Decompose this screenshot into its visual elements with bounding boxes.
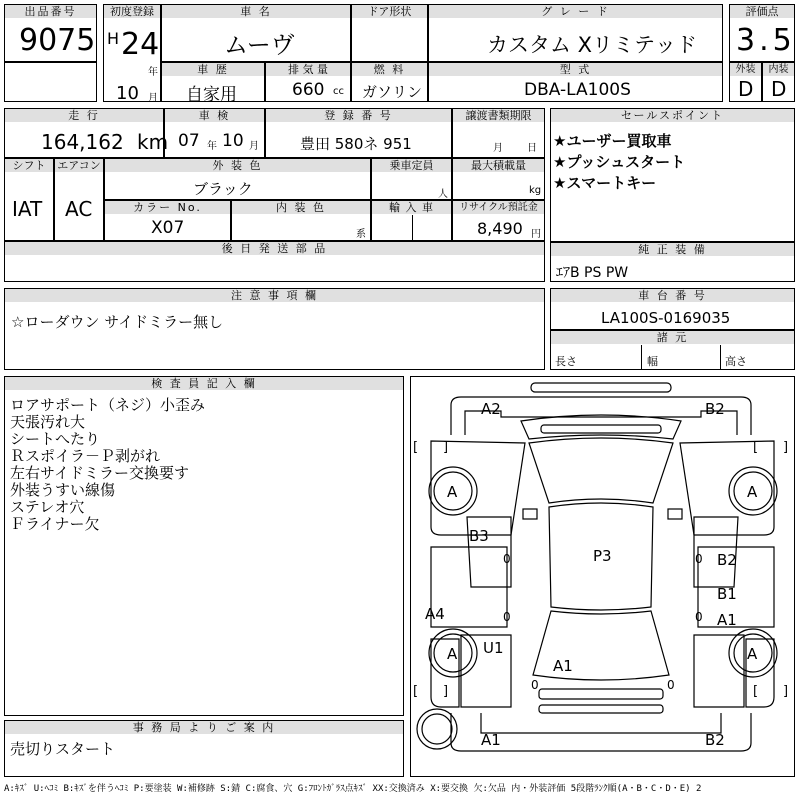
damage-mark: B2: [717, 551, 737, 569]
interior-color-label: 内 装 色: [232, 201, 370, 214]
sales-point-item: ★プッシュスタート: [553, 153, 686, 171]
exterior-color-value: ブラック: [193, 180, 253, 198]
month-unit: 月: [148, 93, 158, 104]
year-unit: 年: [148, 67, 158, 78]
inspector-note: ロアサポート（ネジ）小歪み: [10, 396, 206, 414]
car-name-label: 車 名: [162, 5, 350, 18]
transfer-day-unit: 日: [527, 143, 537, 154]
damage-mark: U1: [483, 639, 504, 657]
equipment-value: ｴｱB PS PW: [556, 265, 629, 281]
length-label: 長さ: [555, 355, 577, 368]
grade-label: グ レ ー ド: [429, 5, 722, 18]
lot-number: 9075: [19, 23, 96, 58]
score-value: 3.5: [736, 23, 796, 58]
score-box: [729, 4, 795, 62]
registration-number: 豊田 580ネ 951: [300, 135, 412, 153]
interior-grade-value: D: [771, 77, 787, 101]
damage-mark: B1: [717, 585, 737, 603]
registration-number-label: 登 録 番 号: [266, 109, 451, 122]
model-box: [428, 62, 723, 102]
dimensions-divider: [641, 345, 642, 370]
history-value: 自家用: [186, 85, 237, 105]
car-diagram: [411, 377, 794, 776]
diagram-zero: 0: [503, 552, 511, 566]
aircon-value: AC: [65, 197, 93, 221]
color-number-value: X07: [151, 218, 185, 238]
recycle-value: 8,490: [477, 219, 523, 238]
inspection-year-unit: 年: [207, 141, 217, 152]
inspector-note: シートへたり: [10, 430, 101, 448]
inspection-month-unit: 月: [249, 141, 259, 152]
damage-mark: A: [747, 645, 758, 663]
grade-box: [428, 4, 723, 62]
transfer-deadline-label: 譲渡書類期限: [453, 109, 544, 122]
inspector-note: Ｆライナー欠: [10, 515, 100, 533]
mileage-value: 164,162: [41, 130, 124, 154]
equipment-label: 純 正 装 備: [551, 243, 794, 256]
mileage-label: 走 行: [5, 109, 163, 122]
lot-box: [4, 4, 97, 62]
exterior-grade-box: [729, 62, 762, 102]
import-divider: [412, 215, 413, 241]
chassis-label: 車 台 番 号: [551, 289, 794, 302]
shift-box: [4, 158, 54, 241]
damage-mark: B3: [469, 527, 489, 545]
fuel-label: 燃 料: [352, 63, 427, 76]
door-label: ドア形状: [352, 5, 427, 18]
damage-mark: P3: [593, 547, 612, 565]
damage-mark: A1: [717, 611, 737, 629]
dimensions-box: [550, 330, 795, 370]
registration-number-box: [265, 108, 452, 158]
color-number-label: カラー No.: [105, 201, 230, 214]
import-box: [371, 200, 452, 241]
damage-mark: A1: [553, 657, 573, 675]
inspection-box: [164, 108, 265, 158]
interior-color-box: [231, 200, 371, 241]
recycle-label: リサイクル預託金: [453, 201, 544, 214]
later-parts-label: 後 日 発 送 部 品: [5, 242, 544, 255]
inspection-year: 07: [178, 131, 200, 151]
diagram-bracket: [: [753, 684, 759, 699]
era: H: [107, 29, 120, 48]
history-box: [161, 62, 265, 105]
damage-mark: A2: [481, 400, 501, 418]
damage-mark: A4: [425, 605, 445, 623]
door-box: [351, 4, 428, 62]
diagram-bracket: [: [413, 440, 419, 455]
chassis-number: LA100S-0169035: [601, 309, 731, 327]
history-label: 車 歴: [162, 63, 264, 76]
office-label: 事 務 局 よ り ご 案 内: [5, 721, 403, 734]
height-label: 高さ: [725, 355, 747, 368]
damage-mark: B2: [705, 400, 725, 418]
color-number-box: [104, 200, 231, 241]
shift-label: シフト: [5, 159, 53, 172]
diagram-bracket: [: [413, 684, 419, 699]
office-value: 売切りスタート: [10, 740, 116, 758]
diagram-bracket: ]: [443, 440, 449, 455]
aircon-label: エアコン: [55, 159, 103, 172]
score-label: 評価点: [730, 5, 794, 18]
inspector-note: 外装うすい線傷: [10, 481, 116, 499]
exterior-color-label: 外 装 色: [105, 159, 370, 172]
transfer-month-unit: 月: [493, 143, 503, 154]
mileage-unit: km: [137, 130, 169, 154]
interior-grade-box: [762, 62, 795, 102]
exterior-grade-value: D: [738, 77, 754, 101]
damage-mark: A1: [481, 731, 501, 749]
sales-point-item: ★ユーザー買取車: [553, 132, 672, 150]
diagram-zero: 0: [503, 610, 511, 624]
displacement-unit: cc: [333, 86, 344, 97]
interior-grade-label: 内装: [763, 63, 794, 76]
inspector-note: ステレオ穴: [10, 498, 85, 516]
damage-diagram-box: [410, 376, 795, 777]
capacity-label: 乗車定員: [372, 159, 451, 172]
transfer-deadline-box: [452, 108, 545, 158]
damage-mark: A: [447, 645, 458, 663]
lot-label: 出品番号: [5, 5, 96, 18]
diagram-zero: 0: [695, 610, 703, 624]
diagram-zero: 0: [531, 678, 539, 692]
damage-mark: A: [447, 483, 458, 501]
capacity-unit: 人: [438, 189, 448, 200]
lot-box-lower: [4, 62, 97, 102]
car-name: ムーヴ: [224, 31, 295, 59]
inspector-box: [4, 376, 404, 716]
diagram-bracket: ]: [783, 440, 789, 455]
width-label: 幅: [647, 355, 658, 368]
import-label: 輸 入 車: [372, 201, 451, 214]
displacement-box: [265, 62, 351, 102]
later-parts-box: [4, 241, 545, 282]
capacity-box: [371, 158, 452, 200]
first-registration-month: 10: [116, 83, 139, 104]
legend: A:ｷｽﾞ U:ﾍｺﾐ B:ｷｽﾞを伴うﾍｺﾐ P:要塗装 W:補修跡 S:錆 C:腐食、穴 G:ﾌﾛﾝﾄｶﾞﾗｽ点ｷｽﾞ XX:交換済み X:要交換 欠:欠品 内・外装評価 5段階ﾗﾝｸ順(A・B・C・D・E) 2: [4, 784, 702, 794]
grade-value: カスタム Xリミテッド: [487, 33, 698, 57]
sales-points-label: セールスポイント: [551, 109, 794, 122]
mileage-box: [4, 108, 169, 158]
model-label: 型 式: [429, 63, 722, 76]
model-value: DBA-LA100S: [524, 80, 631, 100]
fuel-box: [351, 62, 428, 102]
exterior-grade-label: 外装: [730, 63, 761, 76]
car-name-box: [161, 4, 351, 62]
interior-color-unit: 系: [356, 229, 366, 240]
inspection-month: 10: [222, 131, 244, 151]
max-load-unit: kg: [529, 185, 542, 196]
exterior-color-box: [104, 158, 371, 200]
recycle-box: [452, 200, 545, 241]
diagram-zero: 0: [695, 552, 703, 566]
caution-label: 注 意 事 項 欄: [5, 289, 544, 302]
shift-value: IAT: [12, 197, 43, 221]
damage-mark: B2: [705, 731, 725, 749]
first-registration-box: [103, 4, 161, 102]
caution-value: ☆ローダウン サイドミラー無し: [11, 313, 224, 331]
inspector-note: 左右サイドミラー交換要す: [10, 464, 189, 482]
inspection-label: 車 検: [165, 109, 264, 122]
inspector-note: 天張汚れ大: [10, 413, 86, 431]
sales-point-item: ★スマートキー: [553, 174, 657, 192]
max-load-box: [452, 158, 545, 200]
fuel-value: ガソリン: [362, 83, 423, 101]
equipment-box: [550, 242, 795, 282]
first-registration-label: 初度登録: [104, 5, 160, 18]
sales-points-box: [550, 108, 795, 242]
dimensions-divider: [720, 345, 721, 370]
displacement-label: 排 気 量: [266, 63, 350, 76]
office-box: [4, 720, 404, 777]
aircon-box: [54, 158, 104, 241]
first-registration-year: 24: [121, 27, 160, 62]
diagram-zero: 0: [667, 678, 675, 692]
diagram-bracket: ]: [783, 684, 789, 699]
inspector-label: 検 査 員 記 入 欄: [5, 377, 403, 390]
damage-mark: A: [747, 483, 758, 501]
diagram-bracket: ]: [443, 684, 449, 699]
caution-box: [4, 288, 545, 370]
max-load-label: 最大積載量: [453, 159, 544, 172]
recycle-unit: 円: [531, 229, 541, 240]
inspector-note: Ｒスポイラ－Ｐ剥がれ: [10, 447, 161, 465]
displacement-value: 660: [292, 80, 325, 100]
chassis-box: [550, 288, 795, 330]
diagram-bracket: [: [753, 440, 759, 455]
dimensions-label: 諸 元: [551, 331, 794, 344]
